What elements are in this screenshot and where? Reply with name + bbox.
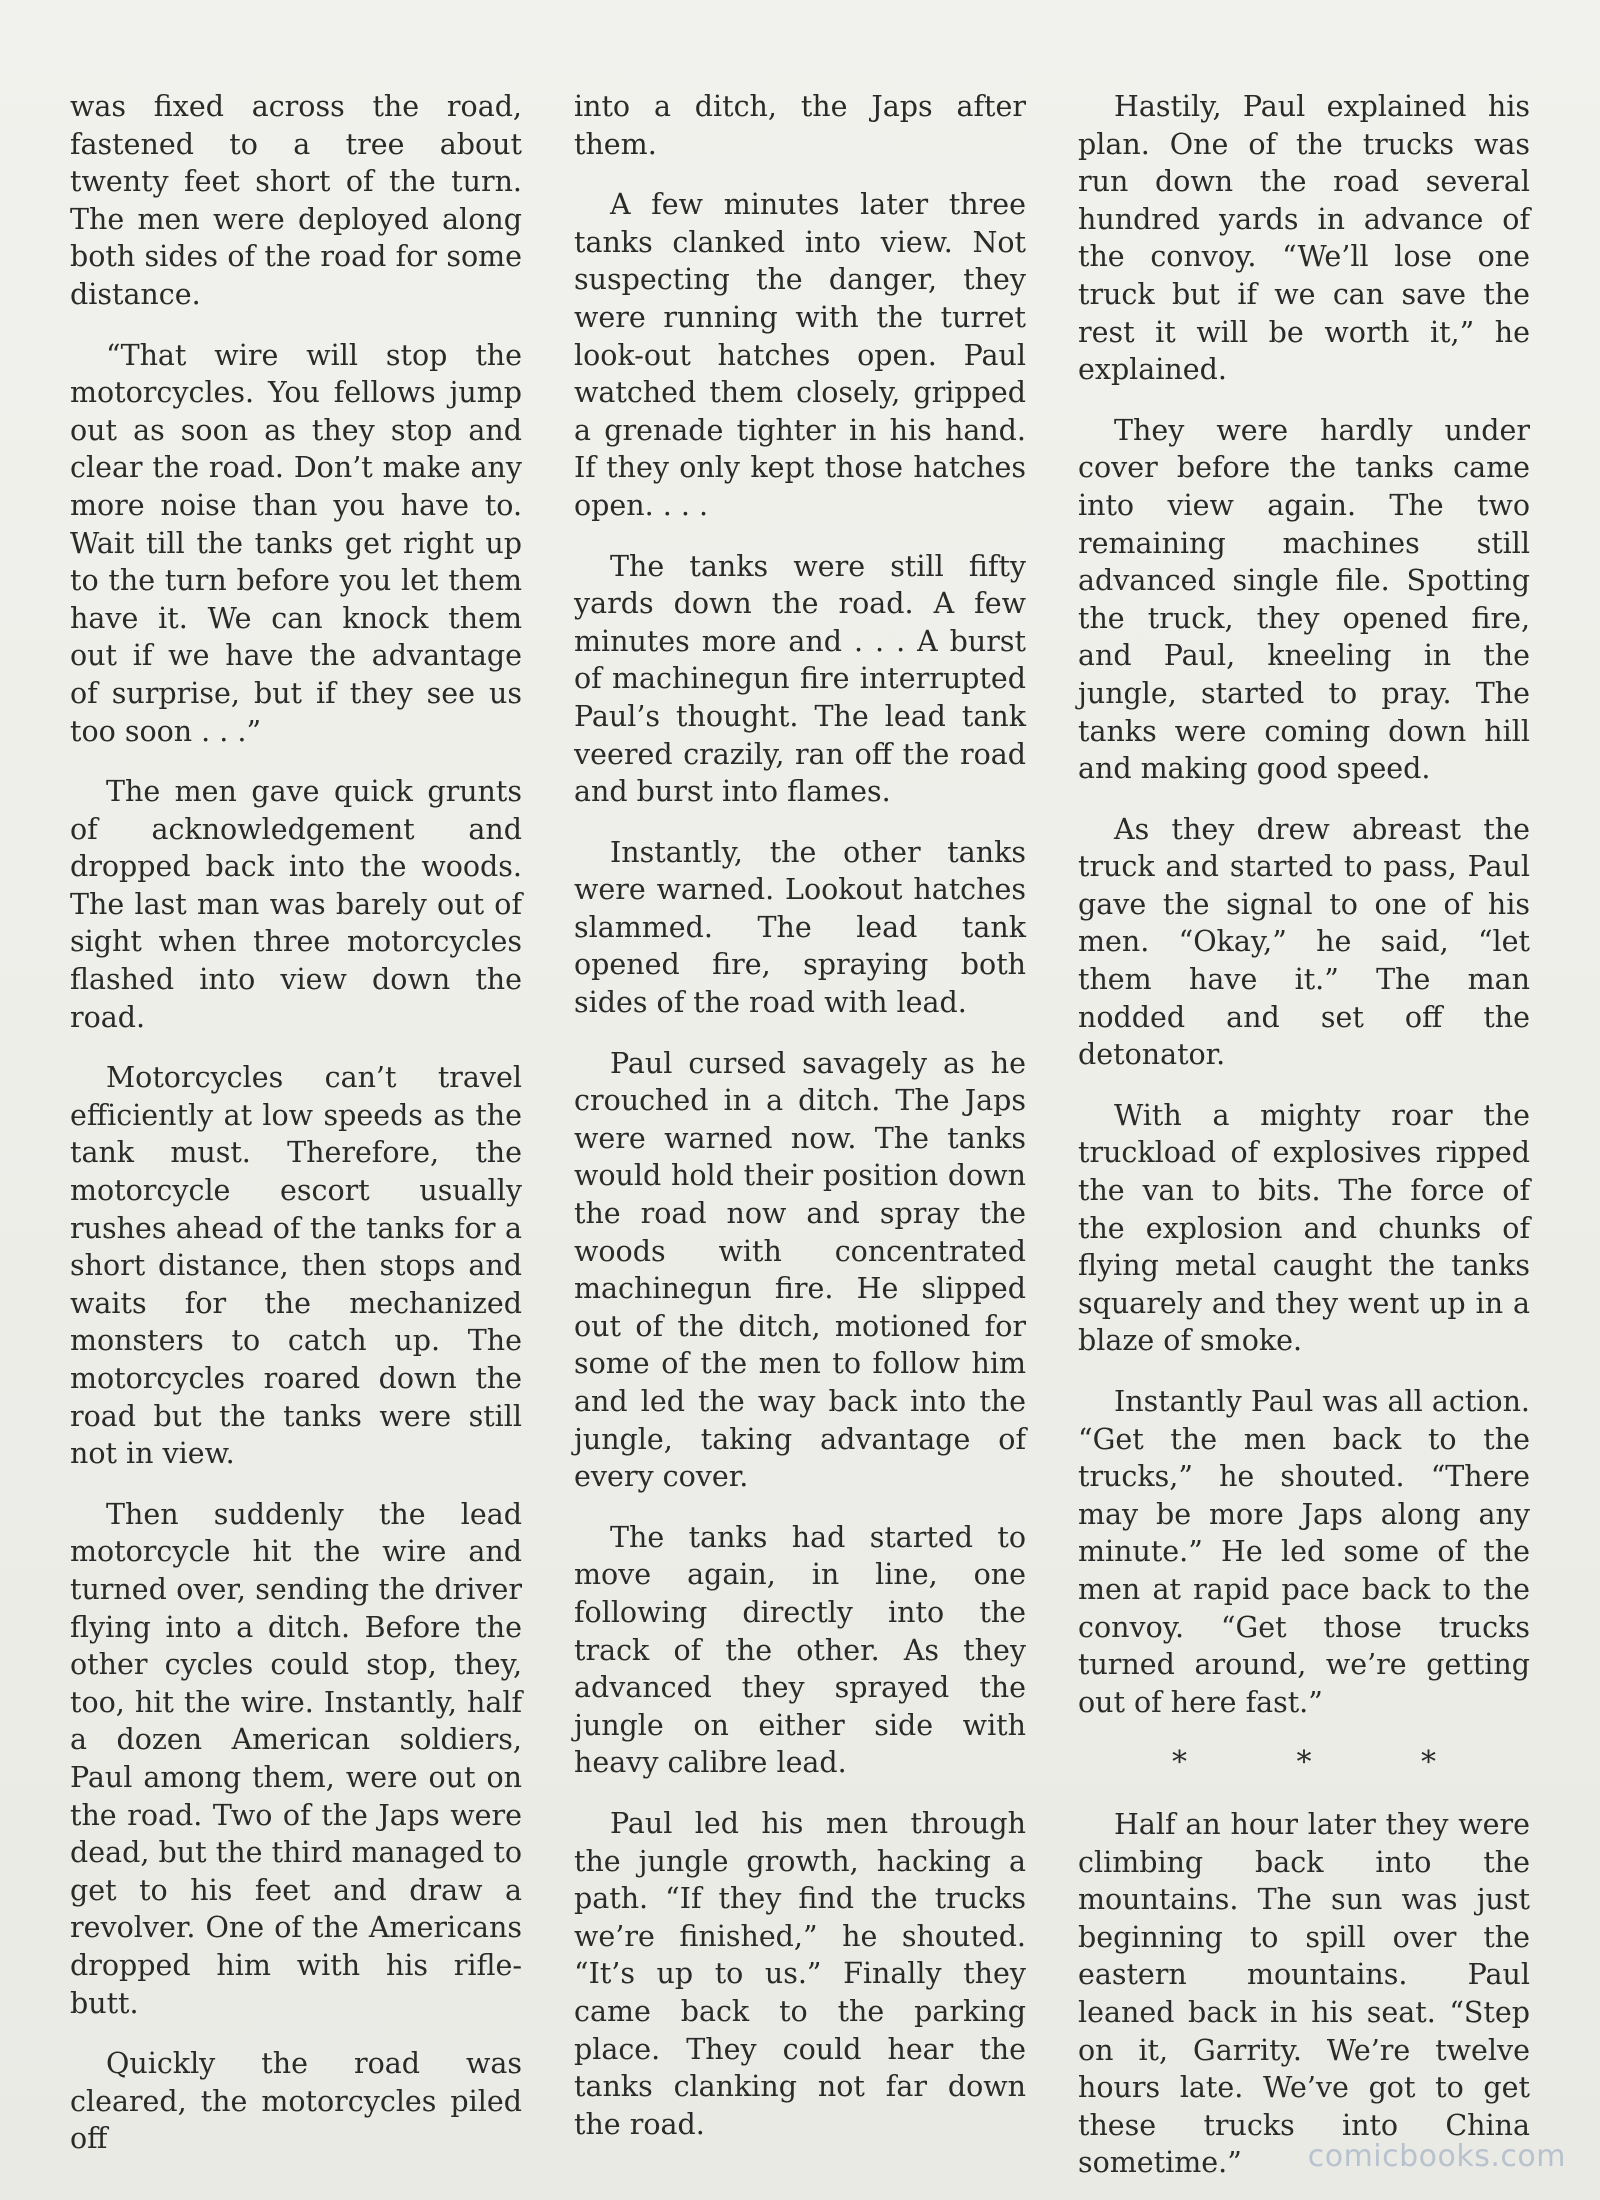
paragraph: Hastily, Paul explained his plan. One of the trucks was run down the road several hundred yards in advance of the convoy. “We’ll lose one truck but if we can save the rest it will be worth it,” he explained. [1078, 90, 1530, 387]
paragraph: Paul cursed savagely as he crouched in a ditch. The Japs were warned now. The tanks would hold their position down the road now and spray the woods with concentrated machinegun fire. He slipped out of the ditch, motioned for some of the men to follow him and led the way back into the jungle, taking advantage of every cover. [574, 1046, 1026, 1494]
column-1 [70, 88, 522, 2156]
paragraph: Then suddenly the lead motorcycle hit the wire and turned over, sending the driver flying into a ditch. Before the other cycles could stop, they, too, hit the wire. Instantly, half a dozen American soldiers, Paul among them, were out on the road. Two of the Japs were dead, but the third managed to get to his feet and draw a revolver. One of the Americans dropped him with his rifle-butt. [70, 1497, 522, 2020]
paragraph: As they drew abreast the truck and started to pass, Paul gave the signal to one of his men. “Okay,” he said, “let them have it.” The man nodded and set off the detonator. [1078, 812, 1530, 1072]
paragraph: “That wire will stop the motorcycles. You fellows jump out as soon as they stop and clear the road. Don’t make any more noise than you have to. Wait till the tanks get right up to the turn before you let them have it. We can knock them out if we have the advantage of surprise, but if they see us too soon . . .” [70, 338, 522, 748]
watermark: comicbooks.com [1307, 2139, 1566, 2174]
paragraph: into a ditch, the Japs after them. [574, 90, 1026, 161]
paragraph: They were hardly under cover before the tanks came into view again. The two remaining machines still advanced single file. Spotting the truck, they opened fire, and Paul, kneeling in the jungle, started to pray. The tanks were coming down hill and making good speed. [1078, 413, 1530, 786]
paragraph: Motorcycles can’t travel efficiently at low speeds as the tank must. Therefore, the motorcycle escort usually rushes ahead of the tanks for a short distance, then stops and waits for the mechanized monsters to catch up. The motorcycles roared down the road but the tanks were still not in view. [70, 1061, 522, 1471]
section-separator: * * * [1171, 1745, 1487, 1781]
paragraph: was fixed across the road, fastened to a tree about twenty feet short of the turn. The men were deployed along both sides of the road for some distance. [70, 90, 522, 311]
paragraph: Quickly the road was cleared, the motorcycles piled off [70, 2047, 522, 2156]
paragraph: Paul led his men through the jungle growth, hacking a path. “If they find the trucks we’re finished,” he shouted. “It’s up to us.” Finally they came back to the parking place. They could hear the tanks clanking not far down the road. [574, 1806, 1026, 2141]
paragraph: With a mighty roar the truckload of explosives ripped the van to bits. The force of the explosion and chunks of flying metal caught the tanks squarely and they went up in a blaze of smoke. [1078, 1098, 1530, 1358]
paragraph: Instantly Paul was all action. “Get the men back to the trucks,” he shouted. “There may be more Japs along any minute.” He led some of the men at rapid pace back to the convoy. “Get those trucks turned around, we’re getting out of here fast.” [1078, 1385, 1530, 1719]
paragraph: The tanks were still fifty yards down the road. A few minutes more and . . . A burst of machinegun fire interrupted Paul’s thought. The lead tank veered crazily, ran off the road and burst into flames. [574, 549, 1026, 809]
column-2 [574, 88, 1026, 2141]
paragraph: Half an hour later they were climbing back into the mountains. The sun was just beginning to spill over the eastern mountains. Paul leaned back in his seat. “Step on it, Garrity. We’re twelve hours late. We’ve got to get these trucks into China sometime.” [1078, 1807, 1530, 2180]
paragraph: A few minutes later three tanks clanked into view. Not suspecting the danger, they were running with the turret look-out hatches open. Paul watched them closely, gripped a grenade tighter in his hand. If they only kept those hatches open. . . . [574, 188, 1026, 522]
paragraph: The tanks had started to move again, in line, one following directly into the track of the other. As they advanced they sprayed the jungle on either side with heavy calibre lead. [574, 1520, 1026, 1780]
paragraph: Instantly, the other tanks were warned. Lookout hatches slammed. The lead tank opened fire, spraying both sides of the road with lead. [574, 835, 1026, 1020]
paragraph: The men gave quick grunts of acknowledgement and dropped back into the woods. The last man was barely out of sight when three motorcycles flashed into view down the road. [70, 775, 522, 1034]
